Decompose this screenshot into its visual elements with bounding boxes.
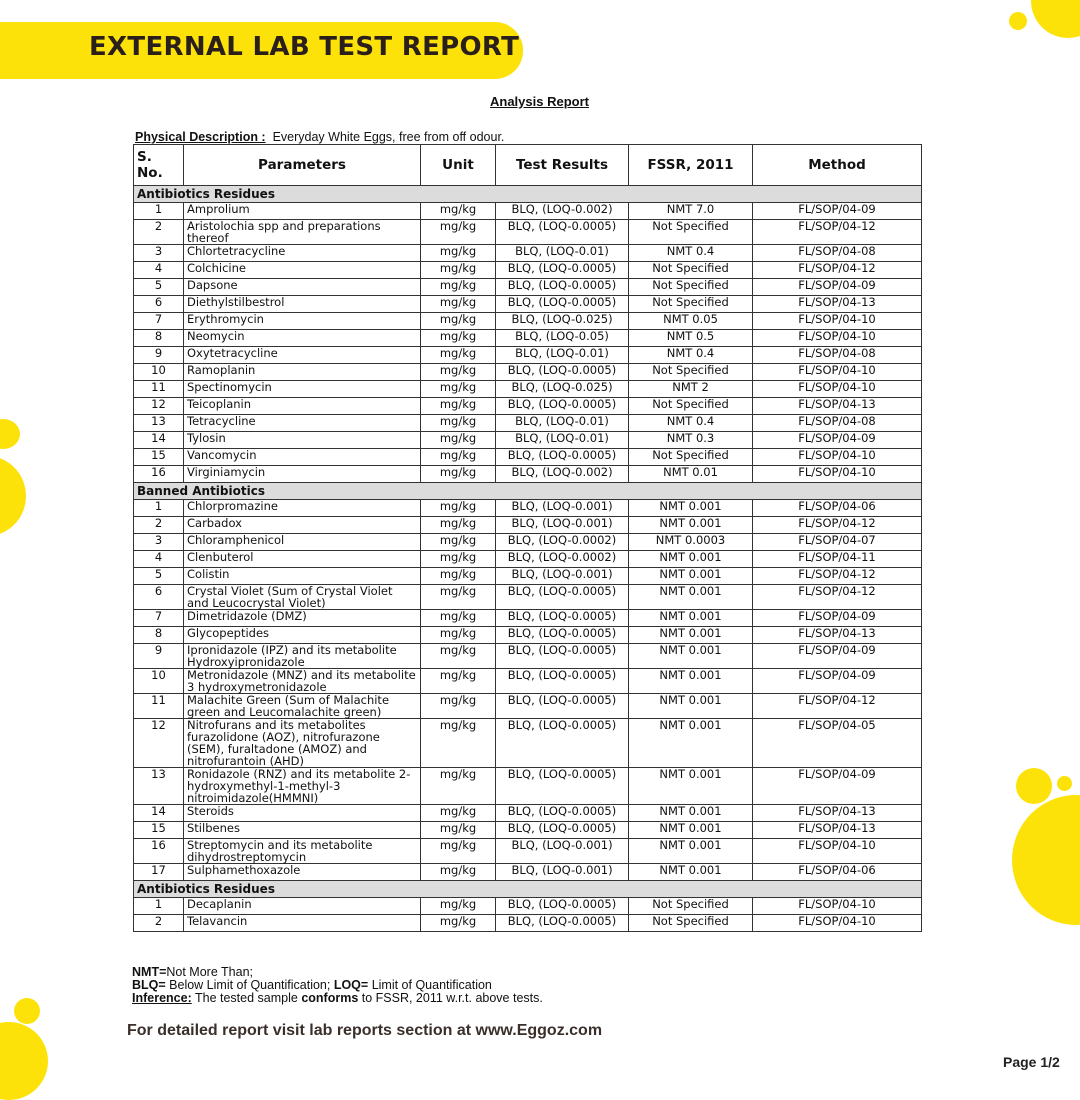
serial-number-cell: 1	[134, 500, 184, 517]
table-row	[134, 669, 922, 694]
page-number: Page 1/2	[1003, 1054, 1060, 1070]
serial-number-cell: 1	[134, 898, 184, 915]
unit-cell: mg/kg	[421, 245, 496, 262]
test-result-cell: BLQ, (LOQ-0.0005)	[496, 262, 629, 279]
method-cell: FL/SOP/04-10	[753, 898, 922, 915]
fssr-limit-cell: NMT 0.5	[629, 330, 753, 347]
unit-cell: mg/kg	[421, 669, 496, 694]
method-cell: FL/SOP/04-08	[753, 245, 922, 262]
table-row	[134, 313, 922, 330]
fssr-limit-cell: Not Specified	[629, 449, 753, 466]
table-row	[134, 694, 922, 719]
table-row	[134, 915, 922, 932]
test-result-cell: BLQ, (LOQ-0.0005)	[496, 915, 629, 932]
serial-number-cell: 15	[134, 822, 184, 839]
fssr-limit-cell: NMT 0.001	[629, 585, 753, 610]
fssr-limit-cell: NMT 0.001	[629, 669, 753, 694]
serial-number-cell: 2	[134, 220, 184, 245]
page-title: EXTERNAL LAB TEST REPORT	[89, 32, 520, 62]
table-row	[134, 466, 922, 483]
unit-cell: mg/kg	[421, 585, 496, 610]
unit-cell: mg/kg	[421, 534, 496, 551]
serial-number-cell: 2	[134, 517, 184, 534]
unit-cell: mg/kg	[421, 839, 496, 864]
unit-cell: mg/kg	[421, 898, 496, 915]
table-row	[134, 551, 922, 568]
parameter-cell: Ramoplanin	[184, 364, 421, 381]
test-result-cell: BLQ, (LOQ-0.0005)	[496, 805, 629, 822]
parameter-cell: Ronidazole (RNZ) and its metabolite 2-hydroxymethyl-1-methyl-3 nitroimidazole(HMMNI)	[184, 768, 421, 805]
method-cell: FL/SOP/04-09	[753, 610, 922, 627]
method-cell: FL/SOP/04-13	[753, 627, 922, 644]
table-row	[134, 864, 922, 881]
test-result-cell: BLQ, (LOQ-0.01)	[496, 245, 629, 262]
table-row	[134, 627, 922, 644]
serial-number-cell: 2	[134, 915, 184, 932]
parameter-cell: Glycopeptides	[184, 627, 421, 644]
serial-number-cell: 7	[134, 313, 184, 330]
serial-number-cell: 16	[134, 466, 184, 483]
section-header-row	[134, 483, 922, 500]
fssr-limit-cell: NMT 0.001	[629, 627, 753, 644]
unit-cell: mg/kg	[421, 220, 496, 245]
table-row	[134, 449, 922, 466]
parameter-cell: Malachite Green (Sum of Malachite green and Leucomalachite green)	[184, 694, 421, 719]
parameter-cell: Vancomycin	[184, 449, 421, 466]
parameter-cell: Teicoplanin	[184, 398, 421, 415]
fssr-limit-cell: Not Specified	[629, 220, 753, 245]
parameter-cell: Virginiamycin	[184, 466, 421, 483]
test-result-cell: BLQ, (LOQ-0.001)	[496, 864, 629, 881]
fssr-limit-cell: NMT 0.001	[629, 822, 753, 839]
table-body	[134, 186, 922, 932]
decor-circle	[14, 998, 40, 1024]
test-result-cell: BLQ, (LOQ-0.0005)	[496, 585, 629, 610]
serial-number-cell: 7	[134, 610, 184, 627]
table-row	[134, 347, 922, 364]
fssr-limit-cell: NMT 0.001	[629, 517, 753, 534]
parameter-cell: Amprolium	[184, 203, 421, 220]
parameter-cell: Metronidazole (MNZ) and its metabolite 3 hydroxymetronidazole	[184, 669, 421, 694]
method-cell: FL/SOP/04-12	[753, 262, 922, 279]
serial-number-cell: 3	[134, 534, 184, 551]
decor-circle	[1057, 776, 1072, 791]
fssr-limit-cell: NMT 0.001	[629, 644, 753, 669]
unit-cell: mg/kg	[421, 466, 496, 483]
parameter-cell: Sulphamethoxazole	[184, 864, 421, 881]
method-cell: FL/SOP/04-12	[753, 585, 922, 610]
fssr-limit-cell: Not Specified	[629, 262, 753, 279]
table-row	[134, 432, 922, 449]
fssr-limit-cell: NMT 0.001	[629, 839, 753, 864]
unit-cell: mg/kg	[421, 627, 496, 644]
test-result-cell: BLQ, (LOQ-0.01)	[496, 415, 629, 432]
fssr-limit-cell: NMT 0.001	[629, 568, 753, 585]
method-cell: FL/SOP/04-10	[753, 466, 922, 483]
fssr-limit-cell: NMT 0.4	[629, 245, 753, 262]
method-cell: FL/SOP/04-13	[753, 805, 922, 822]
table-row	[134, 644, 922, 669]
parameter-cell: Crystal Violet (Sum of Crystal Violet and Leucocrystal Violet)	[184, 585, 421, 610]
parameter-cell: Nitrofurans and its metabolites furazolidone (AOZ), nitrofurazone (SEM), furaltadone (AMOZ) and nitrofurantoin (AHD)	[184, 719, 421, 768]
test-result-cell: BLQ, (LOQ-0.0005)	[496, 364, 629, 381]
section-title: Antibiotics Residues	[134, 881, 922, 898]
serial-number-cell: 12	[134, 719, 184, 768]
parameter-cell: Chlortetracycline	[184, 245, 421, 262]
unit-cell: mg/kg	[421, 768, 496, 805]
unit-cell: mg/kg	[421, 644, 496, 669]
parameter-cell: Spectinomycin	[184, 381, 421, 398]
column-header: Parameters	[184, 145, 421, 186]
fssr-limit-cell: Not Specified	[629, 898, 753, 915]
method-cell: FL/SOP/04-09	[753, 279, 922, 296]
serial-number-cell: 11	[134, 381, 184, 398]
method-cell: FL/SOP/04-12	[753, 220, 922, 245]
column-header: Unit	[421, 145, 496, 186]
fssr-limit-cell: NMT 0.001	[629, 694, 753, 719]
parameter-cell: Erythromycin	[184, 313, 421, 330]
serial-number-cell: 6	[134, 296, 184, 313]
method-cell: FL/SOP/04-12	[753, 568, 922, 585]
table-row	[134, 296, 922, 313]
method-cell: FL/SOP/04-09	[753, 768, 922, 805]
parameter-cell: Dapsone	[184, 279, 421, 296]
parameter-cell: Telavancin	[184, 915, 421, 932]
fssr-limit-cell: NMT 0.001	[629, 551, 753, 568]
method-cell: FL/SOP/04-06	[753, 864, 922, 881]
unit-cell: mg/kg	[421, 610, 496, 627]
unit-cell: mg/kg	[421, 203, 496, 220]
unit-cell: mg/kg	[421, 313, 496, 330]
test-result-cell: BLQ, (LOQ-0.001)	[496, 839, 629, 864]
method-cell: FL/SOP/04-09	[753, 669, 922, 694]
section-header-row	[134, 881, 922, 898]
unit-cell: mg/kg	[421, 551, 496, 568]
test-result-cell: BLQ, (LOQ-0.0005)	[496, 719, 629, 768]
fssr-limit-cell: NMT 0.4	[629, 415, 753, 432]
unit-cell: mg/kg	[421, 694, 496, 719]
test-result-cell: BLQ, (LOQ-0.0005)	[496, 220, 629, 245]
test-result-cell: BLQ, (LOQ-0.0005)	[496, 398, 629, 415]
method-cell: FL/SOP/04-10	[753, 381, 922, 398]
unit-cell: mg/kg	[421, 719, 496, 768]
unit-cell: mg/kg	[421, 568, 496, 585]
test-result-cell: BLQ, (LOQ-0.025)	[496, 313, 629, 330]
serial-number-cell: 1	[134, 203, 184, 220]
fssr-limit-cell: NMT 0.001	[629, 864, 753, 881]
results-table	[133, 144, 922, 932]
parameter-cell: Chloramphenicol	[184, 534, 421, 551]
parameter-cell: Clenbuterol	[184, 551, 421, 568]
unit-cell: mg/kg	[421, 915, 496, 932]
parameter-cell: Dimetridazole (DMZ)	[184, 610, 421, 627]
test-result-cell: BLQ, (LOQ-0.0005)	[496, 768, 629, 805]
decor-circle	[0, 419, 20, 449]
serial-number-cell: 13	[134, 768, 184, 805]
table-row	[134, 262, 922, 279]
fssr-limit-cell: NMT 7.0	[629, 203, 753, 220]
test-result-cell: BLQ, (LOQ-0.0005)	[496, 898, 629, 915]
table-row	[134, 534, 922, 551]
parameter-cell: Streptomycin and its metabolite dihydrostreptomycin	[184, 839, 421, 864]
column-header: Method	[753, 145, 922, 186]
test-result-cell: BLQ, (LOQ-0.0005)	[496, 279, 629, 296]
test-result-cell: BLQ, (LOQ-0.0005)	[496, 644, 629, 669]
test-result-cell: BLQ, (LOQ-0.0002)	[496, 551, 629, 568]
serial-number-cell: 6	[134, 585, 184, 610]
method-cell: FL/SOP/04-10	[753, 364, 922, 381]
serial-number-cell: 13	[134, 415, 184, 432]
table-row	[134, 279, 922, 296]
physical-description-label: Physical Description :	[135, 130, 266, 144]
column-header: S. No.	[134, 145, 184, 186]
physical-description-value: Everyday White Eggs, free from off odour.	[272, 130, 505, 144]
parameter-cell: Diethylstilbestrol	[184, 296, 421, 313]
serial-number-cell: 14	[134, 432, 184, 449]
table-row	[134, 220, 922, 245]
table-row	[134, 330, 922, 347]
method-cell: FL/SOP/04-07	[753, 534, 922, 551]
decor-circle	[0, 1022, 48, 1100]
unit-cell: mg/kg	[421, 449, 496, 466]
fssr-limit-cell: NMT 0.0003	[629, 534, 753, 551]
fssr-limit-cell: Not Specified	[629, 296, 753, 313]
test-result-cell: BLQ, (LOQ-0.025)	[496, 381, 629, 398]
serial-number-cell: 5	[134, 279, 184, 296]
column-header: Test Results	[496, 145, 629, 186]
serial-number-cell: 14	[134, 805, 184, 822]
footer-link-text: For detailed report visit lab reports section at www.Eggoz.com	[127, 1022, 603, 1039]
method-cell: FL/SOP/04-13	[753, 398, 922, 415]
method-cell: FL/SOP/04-10	[753, 330, 922, 347]
method-cell: FL/SOP/04-12	[753, 694, 922, 719]
method-cell: FL/SOP/04-10	[753, 839, 922, 864]
test-result-cell: BLQ, (LOQ-0.002)	[496, 203, 629, 220]
test-result-cell: BLQ, (LOQ-0.001)	[496, 500, 629, 517]
serial-number-cell: 11	[134, 694, 184, 719]
fssr-limit-cell: NMT 0.001	[629, 768, 753, 805]
serial-number-cell: 12	[134, 398, 184, 415]
table-row	[134, 898, 922, 915]
fssr-limit-cell: Not Specified	[629, 915, 753, 932]
unit-cell: mg/kg	[421, 517, 496, 534]
method-cell: FL/SOP/04-09	[753, 432, 922, 449]
column-header: FSSR, 2011	[629, 145, 753, 186]
method-cell: FL/SOP/04-08	[753, 415, 922, 432]
table-row	[134, 245, 922, 262]
table-row	[134, 839, 922, 864]
parameter-cell: Aristolochia spp and preparations thereof	[184, 220, 421, 245]
test-result-cell: BLQ, (LOQ-0.0005)	[496, 822, 629, 839]
table-row	[134, 203, 922, 220]
parameter-cell: Steroids	[184, 805, 421, 822]
table-row	[134, 610, 922, 627]
test-result-cell: BLQ, (LOQ-0.0005)	[496, 627, 629, 644]
fssr-limit-cell: NMT 0.05	[629, 313, 753, 330]
method-cell: FL/SOP/04-05	[753, 719, 922, 768]
parameter-cell: Chlorpromazine	[184, 500, 421, 517]
method-cell: FL/SOP/04-10	[753, 313, 922, 330]
unit-cell: mg/kg	[421, 364, 496, 381]
serial-number-cell: 8	[134, 330, 184, 347]
unit-cell: mg/kg	[421, 347, 496, 364]
serial-number-cell: 17	[134, 864, 184, 881]
decor-circle	[0, 456, 26, 536]
unit-cell: mg/kg	[421, 500, 496, 517]
table-row	[134, 805, 922, 822]
fssr-limit-cell: NMT 2	[629, 381, 753, 398]
parameter-cell: Neomycin	[184, 330, 421, 347]
method-cell: FL/SOP/04-06	[753, 500, 922, 517]
parameter-cell: Colchicine	[184, 262, 421, 279]
table-row	[134, 500, 922, 517]
unit-cell: mg/kg	[421, 296, 496, 313]
table-row	[134, 585, 922, 610]
inference-note: Inference: The tested sample conforms to FSSR, 2011 w.r.t. above tests.	[132, 991, 543, 1005]
parameter-cell: Colistin	[184, 568, 421, 585]
serial-number-cell: 10	[134, 669, 184, 694]
method-cell: FL/SOP/04-13	[753, 296, 922, 313]
method-cell: FL/SOP/04-08	[753, 347, 922, 364]
fssr-limit-cell: NMT 0.01	[629, 466, 753, 483]
test-result-cell: BLQ, (LOQ-0.0005)	[496, 694, 629, 719]
parameter-cell: Tylosin	[184, 432, 421, 449]
serial-number-cell: 9	[134, 347, 184, 364]
fssr-limit-cell: Not Specified	[629, 279, 753, 296]
serial-number-cell: 4	[134, 262, 184, 279]
table-row	[134, 517, 922, 534]
serial-number-cell: 9	[134, 644, 184, 669]
nmt-note: NMT=Not More Than;	[132, 965, 253, 979]
test-result-cell: BLQ, (LOQ-0.01)	[496, 347, 629, 364]
notes	[132, 966, 543, 1005]
serial-number-cell: 16	[134, 839, 184, 864]
decor-circle	[1009, 12, 1027, 30]
test-result-cell: BLQ, (LOQ-0.0005)	[496, 610, 629, 627]
serial-number-cell: 8	[134, 627, 184, 644]
parameter-cell: Ipronidazole (IPZ) and its metabolite Hydroxyipronidazole	[184, 644, 421, 669]
unit-cell: mg/kg	[421, 822, 496, 839]
fssr-limit-cell: Not Specified	[629, 364, 753, 381]
section-title: Banned Antibiotics	[134, 483, 922, 500]
test-result-cell: BLQ, (LOQ-0.001)	[496, 517, 629, 534]
table-row	[134, 719, 922, 768]
serial-number-cell: 5	[134, 568, 184, 585]
table-row	[134, 822, 922, 839]
decor-circle	[1012, 795, 1080, 925]
serial-number-cell: 15	[134, 449, 184, 466]
unit-cell: mg/kg	[421, 330, 496, 347]
method-cell: FL/SOP/04-09	[753, 644, 922, 669]
method-cell: FL/SOP/04-10	[753, 915, 922, 932]
fssr-limit-cell: NMT 0.001	[629, 610, 753, 627]
fssr-limit-cell: Not Specified	[629, 398, 753, 415]
section-title: Antibiotics Residues	[134, 186, 922, 203]
decor-circle	[1031, 0, 1080, 38]
table-row	[134, 768, 922, 805]
parameter-cell: Carbadox	[184, 517, 421, 534]
unit-cell: mg/kg	[421, 262, 496, 279]
method-cell: FL/SOP/04-12	[753, 517, 922, 534]
fssr-limit-cell: NMT 0.001	[629, 500, 753, 517]
report-title: Analysis Report	[490, 94, 589, 109]
serial-number-cell: 4	[134, 551, 184, 568]
decor-circle	[1016, 768, 1052, 804]
table-row	[134, 415, 922, 432]
unit-cell: mg/kg	[421, 415, 496, 432]
test-result-cell: BLQ, (LOQ-0.0005)	[496, 296, 629, 313]
serial-number-cell: 10	[134, 364, 184, 381]
table-header-row	[134, 145, 922, 186]
serial-number-cell: 3	[134, 245, 184, 262]
parameter-cell: Oxytetracycline	[184, 347, 421, 364]
test-result-cell: BLQ, (LOQ-0.0002)	[496, 534, 629, 551]
method-cell: FL/SOP/04-09	[753, 203, 922, 220]
parameter-cell: Stilbenes	[184, 822, 421, 839]
unit-cell: mg/kg	[421, 381, 496, 398]
unit-cell: mg/kg	[421, 805, 496, 822]
method-cell: FL/SOP/04-11	[753, 551, 922, 568]
fssr-limit-cell: NMT 0.001	[629, 805, 753, 822]
table-row	[134, 381, 922, 398]
unit-cell: mg/kg	[421, 864, 496, 881]
parameter-cell: Tetracycline	[184, 415, 421, 432]
method-cell: FL/SOP/04-13	[753, 822, 922, 839]
fssr-limit-cell: NMT 0.001	[629, 719, 753, 768]
test-result-cell: BLQ, (LOQ-0.0005)	[496, 669, 629, 694]
method-cell: FL/SOP/04-10	[753, 449, 922, 466]
table-row	[134, 398, 922, 415]
section-header-row	[134, 186, 922, 203]
test-result-cell: BLQ, (LOQ-0.002)	[496, 466, 629, 483]
blq-note: BLQ= Below Limit of Quantification; LOQ= Limit of Quantification	[132, 978, 492, 992]
table-row	[134, 364, 922, 381]
test-result-cell: BLQ, (LOQ-0.001)	[496, 568, 629, 585]
test-result-cell: BLQ, (LOQ-0.01)	[496, 432, 629, 449]
test-result-cell: BLQ, (LOQ-0.05)	[496, 330, 629, 347]
unit-cell: mg/kg	[421, 279, 496, 296]
unit-cell: mg/kg	[421, 432, 496, 449]
physical-description	[135, 130, 504, 144]
unit-cell: mg/kg	[421, 398, 496, 415]
fssr-limit-cell: NMT 0.3	[629, 432, 753, 449]
table-row	[134, 568, 922, 585]
test-result-cell: BLQ, (LOQ-0.0005)	[496, 449, 629, 466]
fssr-limit-cell: NMT 0.4	[629, 347, 753, 364]
parameter-cell: Decaplanin	[184, 898, 421, 915]
